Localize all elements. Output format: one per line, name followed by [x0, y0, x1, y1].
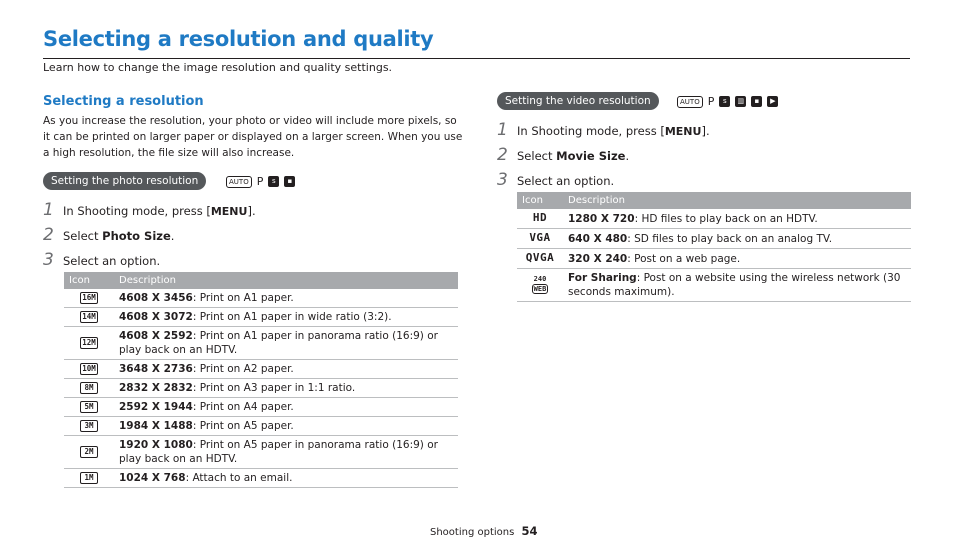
- title-divider: [43, 58, 910, 59]
- menu-key-icon: MENU: [664, 125, 702, 138]
- table-row: [64, 436, 458, 469]
- resolution-value: 3648 X 2736: [119, 363, 193, 375]
- step-text: Select an option.: [63, 254, 161, 268]
- resolution-1m-icon: 1M: [80, 472, 98, 484]
- step-number: 1: [497, 120, 508, 140]
- description-cell: 4608 X 3072: Print on A1 paper in wide ratio (3:2).: [114, 308, 458, 327]
- mode-icon-0: AUTO: [677, 96, 703, 108]
- step-number: 3: [43, 250, 54, 270]
- resolution-10m-icon: 10M: [80, 363, 98, 375]
- mode-icon-0: AUTO: [226, 176, 252, 188]
- icon-cell: [517, 209, 563, 229]
- icon-cell: [64, 398, 114, 417]
- step-text: Select Movie Size.: [517, 149, 630, 163]
- page-title: Selecting a resolution and quality: [43, 27, 434, 51]
- step-text: Select an option.: [517, 174, 615, 188]
- step-bold-term: Photo Size: [102, 229, 171, 243]
- icon-cell: [517, 269, 563, 302]
- icon-cell: [64, 469, 114, 488]
- mode-icon-5: ▶: [767, 96, 778, 107]
- resolution-12m-icon: 12M: [80, 337, 98, 349]
- mode-icon-1: P: [707, 95, 715, 108]
- table-row: [64, 469, 458, 488]
- description-cell: 1024 X 768: Attach to an email.: [114, 469, 458, 488]
- photo-steps: [43, 200, 256, 275]
- resolution-8m-icon: 8M: [80, 382, 98, 394]
- step-text: Select Photo Size.: [63, 229, 175, 243]
- video-mode-icons: [677, 95, 778, 108]
- resolution-value: 1920 X 1080: [119, 439, 193, 451]
- table-row: [517, 249, 911, 269]
- resolution-value: 640 X 480: [568, 232, 628, 245]
- table-row: [517, 209, 911, 229]
- video-resolution-label: Setting the video resolution: [497, 92, 659, 110]
- table-header-description: Description: [563, 192, 911, 209]
- video-vga-icon: VGA: [529, 231, 551, 244]
- resolution-2m-icon: 2M: [80, 446, 98, 458]
- resolution-5m-icon: 5M: [80, 401, 98, 413]
- step-2: [497, 145, 710, 170]
- step-number: 3: [497, 170, 508, 190]
- step-1: [497, 120, 710, 145]
- sharing-icon-top: 240: [533, 274, 547, 283]
- icon-cell: [64, 417, 114, 436]
- resolution-16m-icon: 16M: [80, 292, 98, 304]
- icon-cell: [64, 327, 114, 360]
- page-footer: [430, 524, 538, 538]
- description-cell: 1280 X 720: HD files to play back on an HDTV.: [563, 209, 911, 229]
- table-row: [517, 269, 911, 302]
- description-cell: For Sharing: Post on a website using the wireless network (30 seconds maximum).: [563, 269, 911, 302]
- photo-resolution-table: [64, 272, 458, 488]
- description-cell: 1984 X 1488: Print on A5 paper.: [114, 417, 458, 436]
- step-1: [43, 200, 256, 225]
- menu-key-icon: MENU: [210, 205, 248, 218]
- section-intro: As you increase the resolution, your photo or video will include more pixels, so it can be printed on larger paper or displayed on a larger screen. When you use a high resolution, the file size will also increase.: [43, 115, 463, 159]
- resolution-value: 320 X 240: [568, 252, 628, 265]
- page-number: 54: [521, 524, 538, 538]
- resolution-value: 1280 X 720: [568, 212, 635, 225]
- table-row: [64, 398, 458, 417]
- description-cell: 4608 X 2592: Print on A1 paper in panorama ratio (16:9) or play back on an HDTV.: [114, 327, 458, 360]
- icon-cell: [64, 360, 114, 379]
- step-number: 1: [43, 200, 54, 220]
- photo-resolution-label: Setting the photo resolution: [43, 172, 206, 190]
- icon-cell: [64, 308, 114, 327]
- step-bold-term: Movie Size: [556, 149, 626, 163]
- video-resolution-table: [517, 192, 911, 302]
- table-header-icon: Icon: [517, 192, 563, 209]
- step-text: In Shooting mode, press [MENU].: [517, 124, 710, 138]
- table-row: [517, 229, 911, 249]
- description-cell: 640 X 480: SD files to play back on an analog TV.: [563, 229, 911, 249]
- section-heading: Selecting a resolution: [43, 94, 204, 109]
- description-cell: 1920 X 1080: Print on A5 paper in panorama ratio (16:9) or play back on an HDTV.: [114, 436, 458, 469]
- table-row: [64, 327, 458, 360]
- page-intro: Learn how to change the image resolution and quality settings.: [43, 61, 393, 74]
- resolution-value: 1024 X 768: [119, 472, 186, 484]
- resolution-value: 4608 X 3456: [119, 292, 193, 304]
- description-cell: 4608 X 3456: Print on A1 paper.: [114, 289, 458, 308]
- description-cell: 320 X 240: Post on a web page.: [563, 249, 911, 269]
- resolution-value: 2832 X 2832: [119, 382, 193, 394]
- description-cell: 2832 X 2832: Print on A3 paper in 1:1 ratio.: [114, 379, 458, 398]
- step-number: 2: [43, 225, 54, 245]
- mode-icon-3: ▪: [284, 176, 295, 187]
- description-cell: 2592 X 1944: Print on A4 paper.: [114, 398, 458, 417]
- mode-icon-1: P: [256, 175, 264, 188]
- video-hd-icon: HD: [532, 211, 548, 224]
- resolution-14m-icon: 14M: [80, 311, 98, 323]
- table-row: [64, 360, 458, 379]
- table-row: [64, 417, 458, 436]
- photo-mode-icons: [226, 175, 295, 188]
- sharing-icon: [532, 275, 549, 294]
- resolution-value: For Sharing: [568, 272, 637, 284]
- mode-icon-4: ▪: [751, 96, 762, 107]
- table-header-description: Description: [114, 272, 458, 289]
- mode-icon-2: s: [268, 176, 279, 187]
- sharing-icon-bottom: WEB: [533, 284, 547, 293]
- icon-cell: [64, 379, 114, 398]
- step-2: [43, 225, 256, 250]
- icon-cell: [64, 436, 114, 469]
- resolution-value: 4608 X 3072: [119, 311, 193, 323]
- icon-cell: [64, 289, 114, 308]
- icon-cell: [517, 229, 563, 249]
- video-qvga-icon: QVGA: [525, 251, 555, 264]
- table-row: [64, 379, 458, 398]
- table-row: [64, 308, 458, 327]
- step-number: 2: [497, 145, 508, 165]
- description-cell: 3648 X 2736: Print on A2 paper.: [114, 360, 458, 379]
- table-row: [64, 289, 458, 308]
- video-steps: [497, 120, 710, 195]
- table-header-icon: Icon: [64, 272, 114, 289]
- mode-icon-2: s: [719, 96, 730, 107]
- resolution-value: 4608 X 2592: [119, 330, 193, 342]
- step-text: In Shooting mode, press [MENU].: [63, 204, 256, 218]
- footer-section: Shooting options: [430, 527, 515, 538]
- icon-cell: [517, 249, 563, 269]
- resolution-3m-icon: 3M: [80, 420, 98, 432]
- resolution-value: 1984 X 1488: [119, 420, 193, 432]
- mode-icon-3: ▥: [735, 96, 746, 107]
- resolution-value: 2592 X 1944: [119, 401, 193, 413]
